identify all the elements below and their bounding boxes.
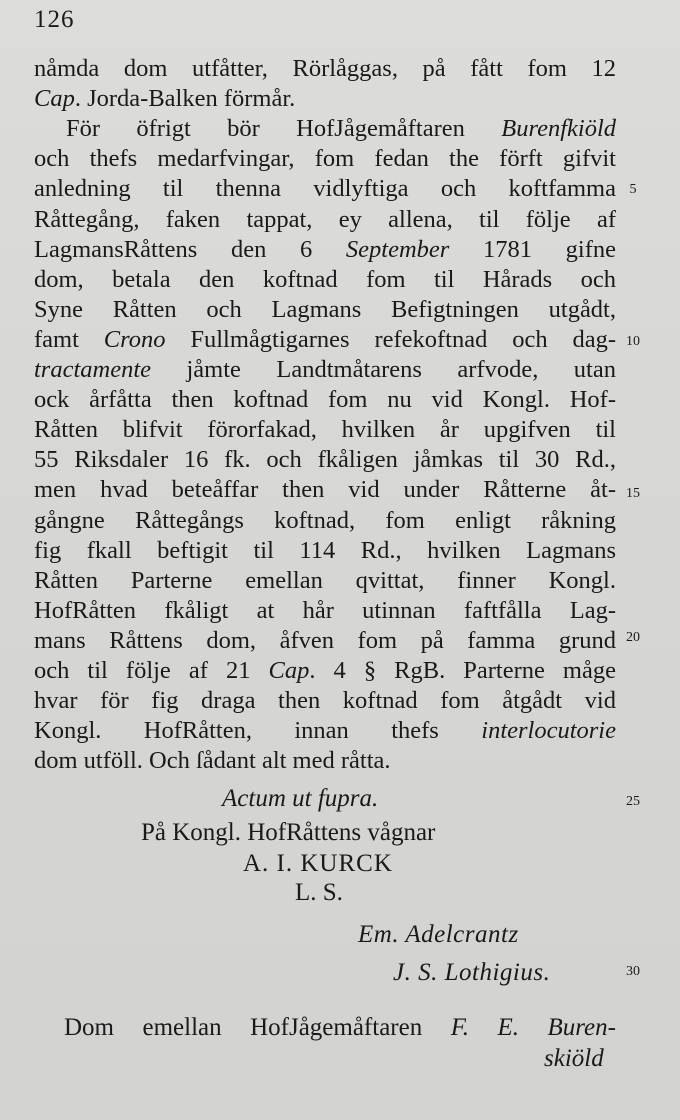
italic-run: tractamente <box>34 356 152 383</box>
text-line: gångne Råttegångs koftnad, fom enligt råkning <box>34 506 616 534</box>
text-line: 55 Riksdaler 16 fk. och fkåligen jåmkas til 30 Rd., <box>34 446 616 474</box>
countersign-adelcrantz: Em. Adelcrantz <box>358 921 519 948</box>
text-line <box>34 325 616 355</box>
text-run: Kongl. HofRåtten, innan thefs <box>34 717 482 745</box>
text-line: Syne Råtten och Lagmans Befigtningen utgådt, <box>34 295 616 323</box>
on-behalf-line: På Kongl. HofRåttens vågnar <box>141 819 436 846</box>
actum-ut-supra: Actum ut fupra. <box>222 785 379 812</box>
text-line <box>34 84 616 114</box>
footer-name-part1: F. E. Buren- <box>450 1014 616 1041</box>
text-line: HofRåtten fkåligt at hår utinnan faftfålla Lag- <box>34 596 616 624</box>
italic-run: interlocutorie <box>481 717 616 745</box>
text-line: och thefs medarfvingar, fom fedan the förft gifvit <box>34 145 616 173</box>
text-run: och til följe af 21 <box>34 657 269 684</box>
text-line: dom, betala den koftnad fom til Hårads och <box>34 265 616 293</box>
text-line: Råtten blifvit förorfakad, hvilken år upgifven til <box>34 416 616 444</box>
line-number: 20 <box>626 630 640 645</box>
text-run: . 4 § RgB. Parterne måge <box>309 657 616 684</box>
countersign-lothigius: J. S. Lothigius. <box>393 959 551 986</box>
page-number: 126 <box>34 6 75 33</box>
text-line: hvar för fig draga then koftnad fom åtgådt vid <box>34 687 616 715</box>
text-line <box>34 235 616 265</box>
text-line: mans Råttens dom, åfven fom på famma grund <box>34 626 616 654</box>
signer-name: A. I. KURCK <box>243 850 393 877</box>
text-line <box>34 716 616 746</box>
line-number: 10 <box>626 334 640 349</box>
text-line: nåmda dom utfåtter, Rörlåggas, på fått fom 12 <box>34 55 616 82</box>
text-line: Råtten Parterne emellan qvittat, finner Kongl. <box>34 566 616 594</box>
text-run: Fullmågtigarnes refekoftnad och dag- <box>165 325 616 353</box>
text-run: För öfrigt bör HofJågemåftaren <box>66 115 502 143</box>
italic-run: Cap <box>268 657 310 684</box>
text-line: anledning til thenna vidlyftiga och koftfamma <box>34 175 616 203</box>
footer-prefix: Dom emellan HofJågemåftaren <box>64 1014 451 1041</box>
italic-run: Burenfkiöld <box>501 115 616 143</box>
text-line: fig fkall beftigit til 114 Rd., hvilken Lagmans <box>34 536 616 564</box>
text-run: jåmte Landtmåtarens arfvode, utan <box>151 356 616 383</box>
line-number: 25 <box>626 794 640 809</box>
text-line: dom utföll. Och ſådant alt med råtta. <box>34 747 391 775</box>
seal-mark: L. S. <box>295 879 343 906</box>
text-line <box>66 114 616 144</box>
italic-run: September <box>345 235 450 263</box>
text-line: ock årfåtta then koftnad fom nu vid Kongl. Hof- <box>34 386 616 414</box>
text-run: 1781 gifne <box>449 235 616 263</box>
line-number: 5 <box>629 182 637 197</box>
footer-name-part2: skiöld <box>544 1045 604 1072</box>
text-line <box>34 656 616 686</box>
text-run: LagmansRåttens den 6 <box>34 235 346 263</box>
text-line: Råttegång, faken tappat, ey allena, til följe af <box>34 205 616 233</box>
text-line <box>34 355 616 385</box>
italic-run: Crono <box>103 325 166 353</box>
text-run: . Jorda-Balken förmår. <box>74 85 296 113</box>
line-number: 15 <box>626 486 640 501</box>
italic-run: Cap <box>34 85 75 113</box>
footer-title-line1 <box>64 1013 616 1043</box>
line-number: 30 <box>626 964 640 979</box>
text-line: men hvad beteåffar then vid under Råtterne åt- <box>34 476 616 504</box>
text-run: famt <box>34 325 104 353</box>
